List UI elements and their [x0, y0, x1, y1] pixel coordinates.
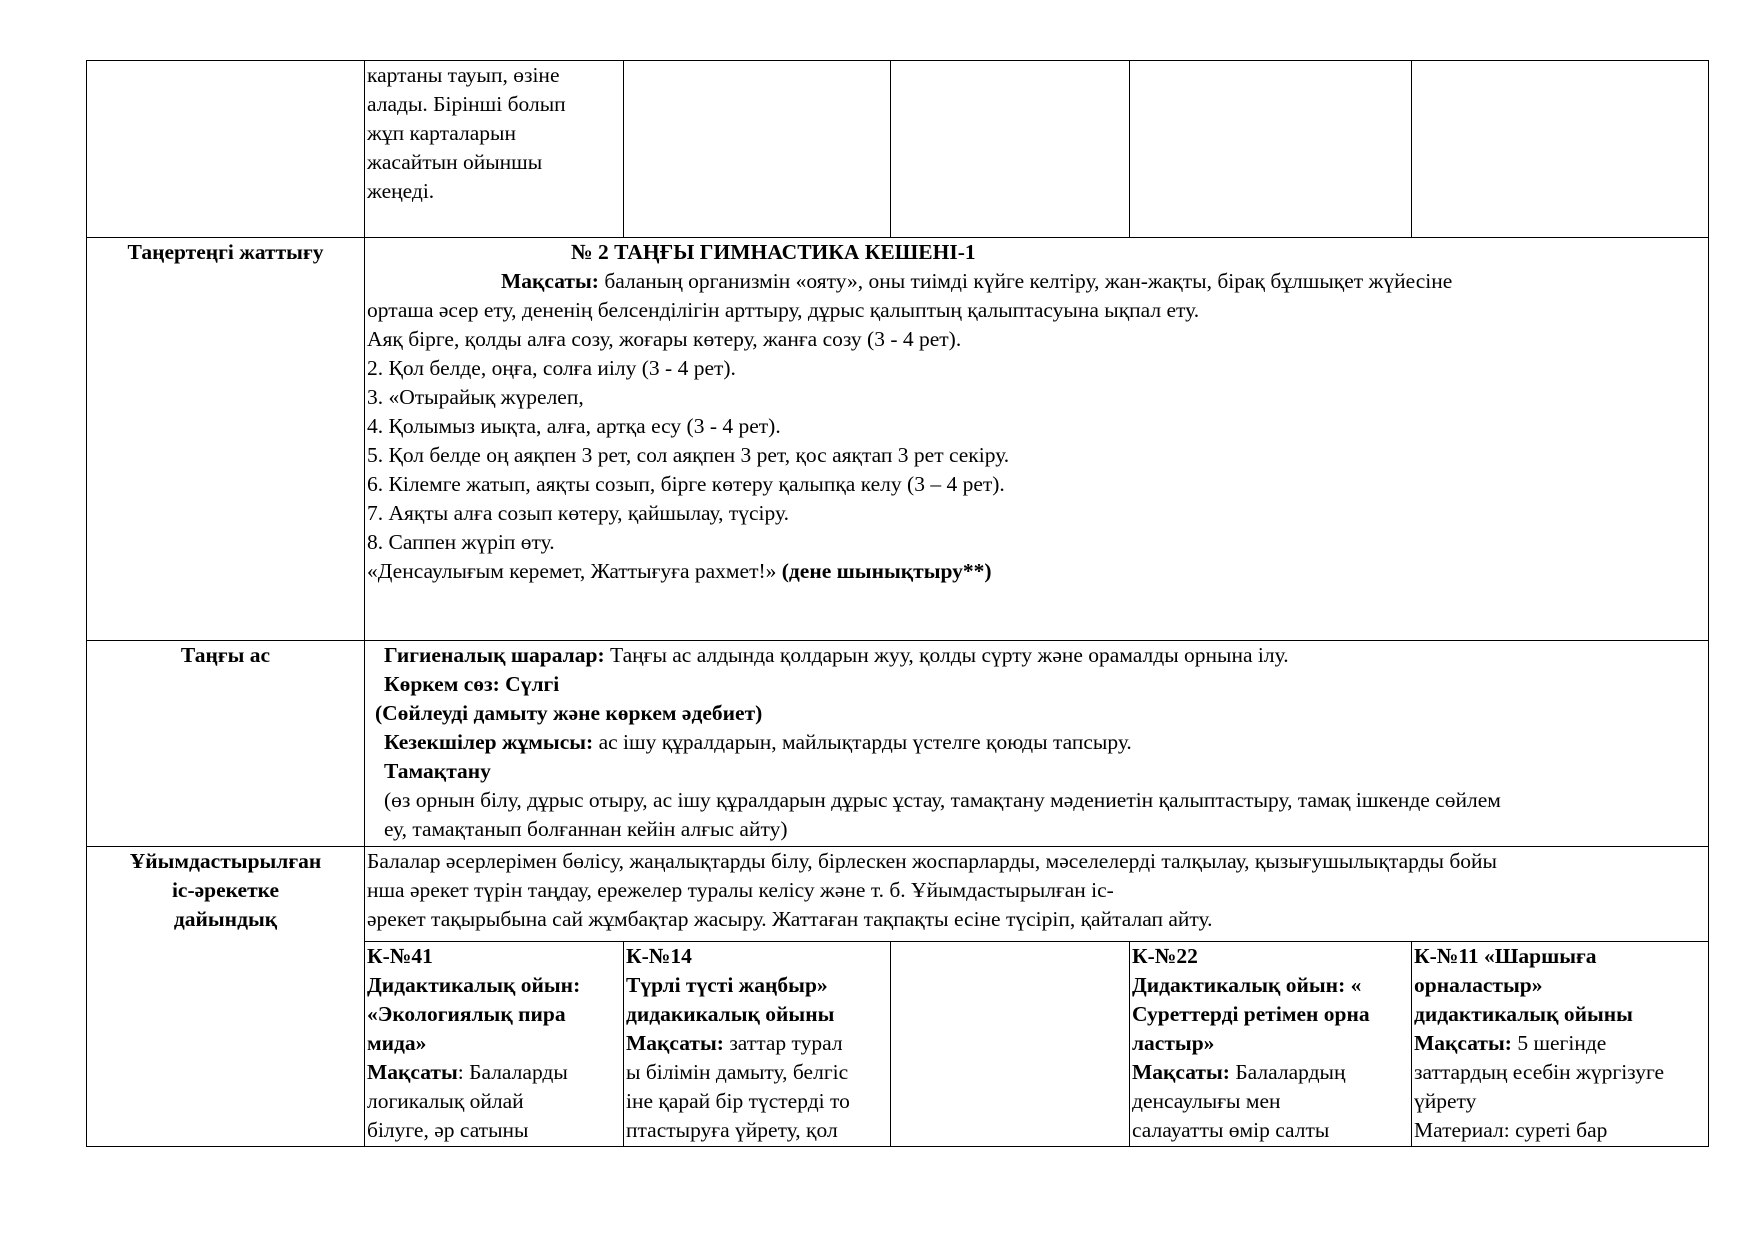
card-title-line: Түрлі түсті жаңбыр» [626, 973, 828, 997]
row-label-preparation [87, 847, 365, 1147]
card-goal-line: заттардың есебін жүргізуге [1414, 1060, 1665, 1084]
closing-bold-text: (дене шынықтыру**) [781, 559, 992, 583]
exercise-step: 7. Аяқты алға созып көтеру, қайшылау, түсіру. [367, 501, 789, 525]
art-word-line: Көркем сөз: Сүлгі [384, 672, 560, 696]
card-goal-line [367, 1058, 621, 1087]
card-goal-line: ы білімін дамыту, белгіс [626, 1060, 849, 1084]
hygiene-text: Таңғы ас алдында қолдарын жуу, қолды сүрту және орамалды орнына ілу. [604, 643, 1289, 667]
exercise-step: 2. Қол белде, оңға, солға иілу (3 - 4 рет). [367, 356, 736, 380]
card-goal-line: Материал: суреті бар [1414, 1118, 1608, 1142]
exercise-step: Аяқ бірге, қолды алға созу, жоғары көтеру, жанға созу (3 - 4 рет). [367, 327, 962, 351]
row-label-line: Ұйымдастырылған [129, 849, 322, 873]
exercise-title: № 2 ТАҢҒЫ ГИМНАСТИКА КЕШЕНІ-1 [571, 240, 976, 264]
goal-text: баланың организмін «ояту», оны тиімді күйге келтіру, жан-жақты, бірақ бұлшықет жүйесіне [598, 269, 1453, 293]
card-goal-line: үйрету [1414, 1089, 1477, 1113]
exercise-closing [367, 557, 1706, 586]
card-title-line: Суреттерді ретімен орна [1132, 1002, 1370, 1026]
card-goal-label: Мақсаты: [1132, 1060, 1230, 1084]
preparation-text-line: әрекет тақырыбына сай жұмбақтар жасыру. Жаттаған тақпақты есіне түсіріп, қайталап айту. [367, 907, 1213, 931]
row-label-morning-exercise [87, 238, 365, 641]
exercise-step: 5. Қол белде оң аяқпен 3 рет, сол аяқпен 3 рет, қос аяқтап 3 рет секіру. [367, 443, 1010, 467]
card-goal-text: : Балаларды [457, 1060, 568, 1084]
card-title-line: Дидактикалық ойын: [367, 973, 581, 997]
card-goal-line: логикалық ойлай [367, 1089, 524, 1113]
empty-cell [1130, 61, 1412, 238]
text-line: алады. Бірінші болып [367, 92, 566, 116]
row-label-line: дайындық [173, 907, 278, 931]
card-title-line: К-№22 [1132, 944, 1198, 968]
empty-cell [624, 61, 891, 238]
empty-game-card-cell [891, 942, 1130, 1147]
game-card-cell [1130, 942, 1412, 1147]
preparation-content [365, 847, 1709, 942]
game-card-cell [624, 942, 891, 1147]
eating-text-line: еу, тамақтанып болғаннан кейін алғыс айту) [384, 817, 788, 841]
card-title-line: К-№11 «Шаршыға [1414, 944, 1597, 968]
empty-label-cell [87, 61, 365, 238]
card-title-line: орналастыр» [1414, 973, 1543, 997]
card-goal-line [626, 1029, 888, 1058]
exercise-goal-line [367, 267, 1706, 296]
game-card-cell [1412, 942, 1709, 1147]
empty-cell [891, 61, 1130, 238]
card-title-line: дидактикалық ойыны [1414, 1002, 1633, 1026]
row-label-text: Таңертеңгі жаттығу [127, 240, 324, 264]
continuation-cell [365, 61, 624, 238]
card-title-line: дидакикалық ойыны [626, 1002, 835, 1026]
text-line: жасайтын ойыншы [367, 150, 543, 174]
card-goal-label: Мақсаты [367, 1060, 458, 1084]
exercise-step: 8. Саппен жүріп өту. [367, 530, 555, 554]
duty-line [367, 728, 1706, 757]
card-goal-label: Мақсаты: [626, 1031, 724, 1055]
card-goal-text: Балалардың [1229, 1060, 1346, 1084]
card-goal-line: іне қарай бір түстерді то [626, 1089, 850, 1113]
card-title-line: «Экологиялық пира [367, 1002, 566, 1026]
eating-text-line: (өз орнын білу, дұрыс отыру, ас ішу құралдарын дұрыс ұстау, тамақтану мәдениетін қалыптастыру, тамақ ішкенде сөйлем [384, 788, 1501, 812]
card-title-line: К-№41 [367, 944, 433, 968]
schedule-table [86, 60, 1709, 1147]
duty-label: Кезекшілер жұмысы: [384, 730, 594, 754]
preparation-text-line: нша әрекет түрін таңдау, ережелер туралы келісу және т. б. Ұйымдастырылған іс- [367, 878, 1114, 902]
exercise-goal-line-2: орташа әсер ету, дененің белсенділігін арттыру, дұрыс қалыптың қалыптасуына ықпал ету. [367, 298, 1200, 322]
text-line: картаны тауып, өзіне [367, 63, 560, 87]
card-goal-line [1414, 1029, 1706, 1058]
card-goal-label: Мақсаты: [1414, 1031, 1512, 1055]
preparation-text-line: Балалар әсерлерімен бөлісу, жаңалықтарды білу, бірлескен жоспарларды, мәселелерді талқылау, қызығушылықтарды бойы [367, 849, 1497, 873]
card-goal-line [1132, 1058, 1409, 1087]
duty-text: ас ішу құралдарын, майлықтарды үстелге қоюды тапсыру. [593, 730, 1132, 754]
game-card-cell [365, 942, 624, 1147]
card-goal-line: білуге, әр сатыны [367, 1118, 529, 1142]
breakfast-content [365, 641, 1709, 847]
card-goal-text: 5 шегінде [1511, 1031, 1607, 1055]
hygiene-label: Гигиеналық шаралар: [384, 643, 605, 667]
eating-label: Тамақтану [384, 759, 491, 783]
goal-label: Мақсаты: [501, 269, 599, 293]
row-label-line: іс-әрекетке [171, 878, 280, 902]
card-goal-line: салауатты өмір салты [1132, 1118, 1330, 1142]
exercise-step: 4. Қолымыз иықта, алға, артқа есу (3 - 4 рет). [367, 414, 781, 438]
speech-line: (Сөйлеуді дамыту және көркем әдебиет) [375, 701, 763, 725]
table-row-preparation [87, 847, 1709, 942]
table-row-morning-exercise [87, 238, 1709, 641]
exercise-step: 3. «Отырайық жүрелеп, [367, 385, 584, 409]
card-title-line: мида» [367, 1031, 427, 1055]
card-title-line: Дидактикалық ойын: « [1132, 973, 1362, 997]
card-title-line: К-№14 [626, 944, 692, 968]
card-title-line: ластыр» [1132, 1031, 1215, 1055]
exercise-step: 6. Кілемге жатып, аяқты созып, бірге көтеру қалыпқа келу (3 – 4 рет). [367, 472, 1005, 496]
empty-cell [1412, 61, 1709, 238]
closing-text: «Денсаулығым керемет, Жаттығуға рахмет!» [367, 559, 782, 583]
text-line: жеңеді. [367, 179, 435, 203]
card-goal-line: денсаулығы мен [1132, 1089, 1281, 1113]
table-row-breakfast [87, 641, 1709, 847]
hygiene-line [367, 641, 1706, 670]
table-row-continuation [87, 61, 1709, 238]
card-goal-text: заттар турал [723, 1031, 843, 1055]
card-goal-line: птастыруға үйрету, қол [626, 1118, 838, 1142]
row-label-breakfast [87, 641, 365, 847]
morning-exercise-content [365, 238, 1709, 641]
row-label-text: Таңғы ас [180, 643, 271, 667]
text-line: жұп карталарын [367, 121, 516, 145]
